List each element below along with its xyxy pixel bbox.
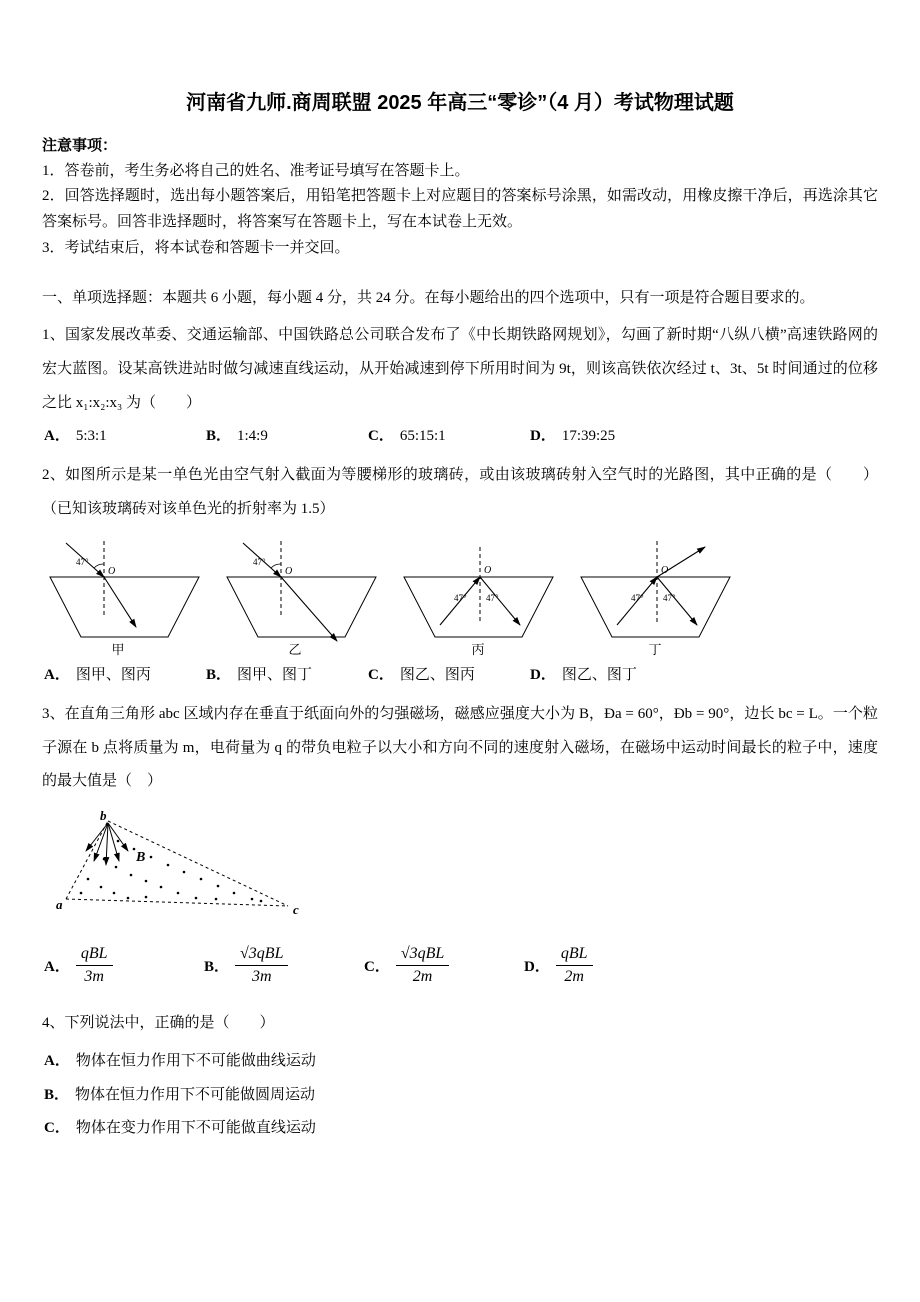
fraction-numerator: qBL	[76, 944, 113, 966]
option-label: B．	[206, 428, 232, 445]
question-3-figure	[56, 809, 878, 928]
question-4-text: 4、下列说法中，正确的是（ ）	[42, 1015, 275, 1032]
glass-trapezoid	[581, 577, 730, 637]
option-q2-a	[44, 663, 206, 684]
edge-ac	[66, 899, 288, 906]
figure-jia-diagram	[42, 535, 207, 659]
angle-right-label: 47°	[663, 592, 676, 603]
option-q4-c	[44, 1112, 878, 1146]
vertex-b-label: b	[100, 809, 107, 824]
angle-label: 47°	[76, 556, 89, 567]
fraction	[235, 944, 288, 987]
angle-arc	[271, 564, 281, 568]
angle-left-label: 47°	[631, 592, 644, 603]
fraction-numerator: √3qBL	[235, 944, 288, 966]
option-value: 图甲、图丙	[75, 666, 151, 683]
option-q2-c	[368, 663, 530, 684]
refracted-ray	[281, 577, 337, 641]
question-2-figures	[42, 535, 878, 659]
glass-trapezoid	[404, 577, 553, 637]
option-label: C．	[368, 428, 394, 445]
fraction	[76, 944, 113, 987]
page-title: 河南省九师.商周联盟 2025 年高三“零诊”（4 月）考试物理试题	[186, 92, 734, 114]
figure-bing-diagram	[396, 535, 561, 659]
notice-heading: 注意事项：	[42, 137, 118, 154]
option-label: A．	[44, 1052, 70, 1069]
velocity-arrow	[94, 823, 108, 861]
option-q3-b	[204, 944, 364, 987]
option-label: B．	[44, 1086, 70, 1103]
option-q1-c	[368, 424, 530, 445]
notice-item-2: 2．回答选择题时，选出每小题答案后，用铅笔把答题卡上对应题目的答案标号涂黑，如需改动，用橡皮擦干净后，再选涂其它答案标号。回答非选择题时，将答案写在答题卡上，写在本试卷上无效。	[42, 188, 878, 231]
vertex-c-label: c	[293, 902, 299, 918]
velocity-arrow	[86, 823, 108, 851]
option-q4-b	[44, 1079, 878, 1113]
option-value: 物体在恒力作用下不可能做曲线运动	[75, 1052, 316, 1069]
fraction	[556, 944, 593, 987]
option-label: D．	[524, 959, 550, 976]
option-label: B．	[206, 666, 232, 683]
notice-item-1: 1．答卷前，考生务必将自己的姓名、准考证号填写在答题卡上。	[42, 162, 470, 179]
question-4	[42, 1007, 878, 1146]
option-q2-d	[530, 663, 692, 684]
option-label: C．	[364, 959, 390, 976]
figure-caption: 甲	[111, 641, 125, 657]
option-value: 65:15:1	[399, 428, 446, 445]
point-o-label: O	[285, 565, 293, 577]
point-o-label: O	[661, 564, 669, 576]
option-label: A．	[44, 428, 70, 445]
figure-caption: 丁	[648, 641, 662, 657]
question-2	[42, 459, 878, 684]
refracted-ray	[104, 577, 136, 627]
question-3	[42, 698, 878, 987]
question-2-text: 2、如图所示是某一单色光由空气射入截面为等腰梯形的玻璃砖，或由该玻璃砖射入空气时的光路图，其中正确的是（ ）（已知该玻璃砖对该单色光的折射率为 1.5）	[42, 467, 878, 518]
figure-caption: 乙	[288, 641, 302, 657]
option-q2-b	[206, 663, 368, 684]
question-2-options	[44, 663, 878, 684]
figure-ding	[573, 535, 738, 659]
option-q1-d	[530, 424, 692, 445]
question-3-options	[44, 944, 878, 987]
fraction-denominator: 2m	[412, 968, 433, 986]
option-label: C．	[368, 666, 394, 683]
notice-block	[42, 133, 878, 262]
figure-jia	[42, 535, 207, 659]
option-value: 图乙、图丁	[561, 666, 637, 683]
glass-trapezoid	[227, 577, 376, 637]
angle-right-label: 47°	[486, 592, 499, 603]
option-value: 物体在恒力作用下不可能做圆周运动	[75, 1086, 316, 1103]
option-value: 17:39:25	[561, 428, 616, 445]
option-value: 5:3:1	[75, 428, 107, 445]
option-q3-d	[524, 944, 684, 987]
velocity-arrow	[106, 823, 108, 865]
figure-yi	[219, 535, 384, 659]
notice-item-3: 3．考试结束后，将本试卷和答题卡一并交回。	[42, 239, 350, 256]
option-value: 图乙、图丙	[399, 666, 475, 683]
option-label: D．	[530, 666, 556, 683]
option-label: A．	[44, 959, 70, 976]
question-3-text: 3、在直角三角形 abc 区域内存在垂直于纸面向外的匀强磁场，磁感应强度大小为 B，Ða = 60°，Ðb = 90°，边长 bc = L。一个粒子源在 b 点将质量为 m，电荷量为 q 的带负电粒子以大小和方向不同的速度射入磁场，在磁场中运动时间最长的粒子中，速度的最大值是（ ）	[42, 705, 878, 790]
fraction-denominator: 2m	[564, 968, 584, 986]
magnetic-field-triangle-diagram	[56, 809, 318, 923]
option-q1-a	[44, 424, 206, 445]
edge-bc	[108, 821, 288, 906]
option-label: D．	[530, 428, 556, 445]
option-value: 1:4:9	[237, 428, 268, 445]
figure-bing	[396, 535, 561, 659]
figure-ding-diagram	[573, 535, 738, 659]
figure-caption: 丙	[471, 641, 485, 657]
option-q1-b	[206, 424, 368, 445]
velocity-arrow	[108, 823, 128, 851]
question-1	[42, 319, 878, 445]
option-value: 物体在变力作用下不可能做直线运动	[75, 1120, 316, 1137]
question-1-options	[44, 424, 878, 445]
angle-left-label: 47°	[454, 592, 467, 603]
glass-trapezoid	[50, 577, 199, 637]
fraction-numerator: √3qBL	[396, 944, 449, 966]
option-value: 图甲、图丁	[237, 666, 313, 683]
option-label: C．	[44, 1120, 70, 1137]
vertex-a-label: a	[56, 897, 63, 913]
option-q4-a	[44, 1045, 878, 1079]
figure-yi-diagram	[219, 535, 384, 659]
point-o-label: O	[108, 565, 116, 577]
point-o-label: O	[484, 564, 492, 576]
fraction	[396, 944, 449, 987]
field-b-label: B	[136, 850, 146, 866]
section-heading: 一、单项选择题：本题共 6 小题，每小题 4 分，共 24 分。在每小题给出的四个选项中，只有一项是符合题目要求的。	[42, 289, 815, 306]
fraction-denominator: 3m	[251, 968, 272, 986]
option-label: A．	[44, 666, 70, 683]
fraction-numerator: qBL	[556, 944, 593, 966]
fraction-denominator: 3m	[84, 968, 104, 986]
option-q3-c	[364, 944, 524, 987]
angle-arc	[94, 564, 104, 568]
option-q3-a	[44, 944, 204, 987]
question-1-text: 1、国家发展改革委、交通运输部、中国铁路总公司联合发布了《中长期铁路网规划》，勾画了新时期“八纵八横”高速铁路网的宏大蓝图。设某高铁进站时做匀减速直线运动，从开始减速到停下所用时间为 9t，则该高铁依次经过 t、3t、5t 时间通过的位移之比 x₁:x₂:x₃ 为（ ）	[42, 327, 878, 411]
angle-label: 47°	[253, 556, 266, 567]
option-label: B．	[204, 959, 230, 976]
